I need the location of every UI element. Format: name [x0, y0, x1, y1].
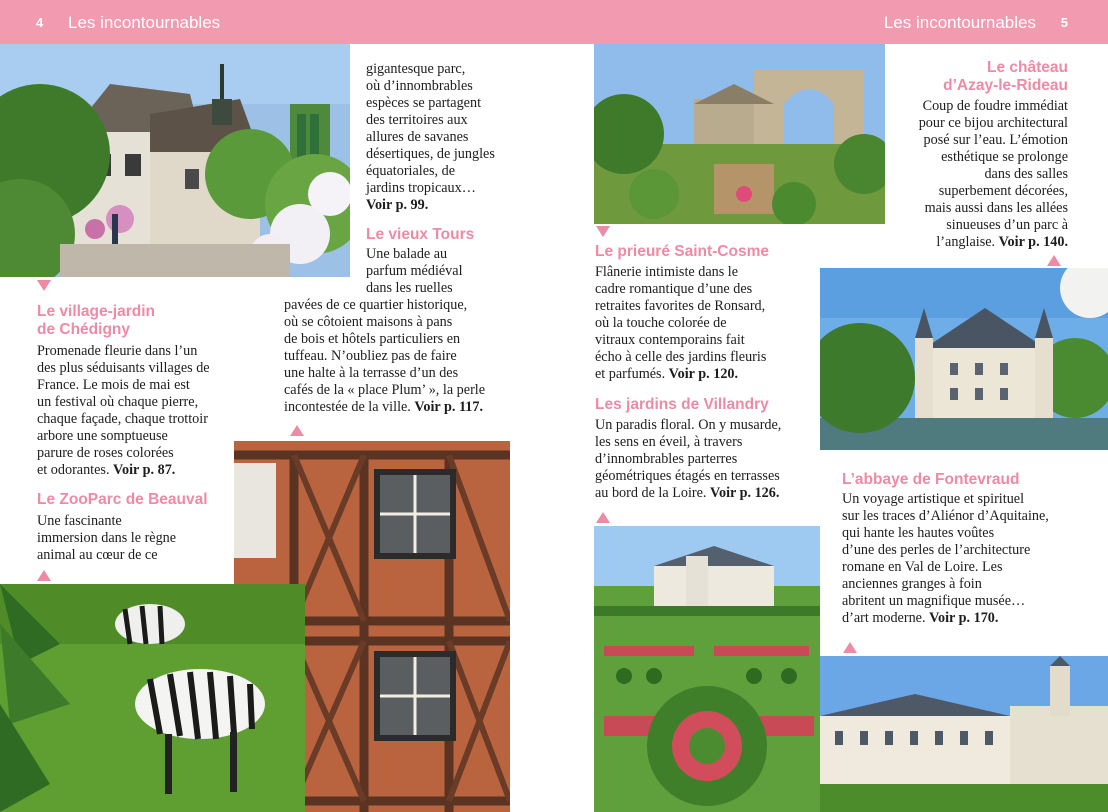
azay-title-line: d’Azay-le-Rideau: [943, 77, 1068, 94]
villandry-body-line: les sens en éveil, à travers: [595, 434, 743, 450]
fontevraud-body-line: Un voyage artistique et spirituel: [842, 491, 1025, 507]
tours-body-part2: [284, 297, 485, 416]
chedigny-body-line: des plus séduisants villages de: [37, 360, 210, 376]
beauval-body-line: espèces se partagent: [366, 95, 482, 111]
villandry-title: Les jardins de Villandry: [595, 396, 769, 413]
beauval-body-part2: [366, 61, 495, 214]
photo-villandry-gardens: [594, 526, 820, 812]
tours-body-line: incontestée de la ville. Voir p. 117.: [284, 399, 484, 415]
tours-body-line: cafés de la « place Plum’ », la perle: [284, 382, 486, 398]
chedigny-body-line: un festival où chaque pierre,: [37, 394, 199, 410]
cosme-body-line: vitraux contemporains fait: [595, 332, 745, 348]
fontevraud-body-line: qui hante les hautes voûtes: [842, 525, 995, 541]
chedigny-body-line: France. Le mois de mai est: [37, 377, 190, 393]
photo-chedigny-village: [0, 44, 350, 277]
villandry-body-line: Un paradis floral. On y musarde,: [595, 417, 782, 433]
photo-fontevraud-abbey: [820, 656, 1108, 812]
marker-triangle-villandry: [596, 512, 610, 523]
marker-triangle-fontevraud: [843, 642, 857, 653]
tours-body-line: parfum médiéval: [366, 263, 463, 279]
azay-title-line: Le château: [987, 59, 1068, 76]
beauval-body-line: équatoriales, de: [366, 163, 456, 179]
beauval-body-line: immersion dans le règne: [37, 530, 177, 546]
chedigny-title-line: de Chédigny: [37, 321, 131, 338]
chedigny-body-line: et odorantes. Voir p. 87.: [37, 462, 176, 478]
tours-page-ref: Voir p. 117.: [414, 399, 484, 415]
beauval-body-line: où d’innombrables: [366, 78, 473, 94]
azay-body-line: l’anglaise. Voir p. 140.: [936, 234, 1068, 250]
fontevraud-body-line: sur les traces d’Aliénor d’Aquitaine,: [842, 508, 1049, 524]
villandry-body: [595, 417, 781, 502]
photo-saint-cosme-priory: [594, 44, 885, 224]
tours-body-line: une halte à la terrasse d’un des: [284, 365, 459, 381]
beauval-page-ref: Voir p. 99.: [366, 197, 429, 213]
cosme-body-line: cadre romantique d’une des: [595, 281, 753, 297]
azay-body-line: posé sur l’eau. L’émotion: [923, 132, 1068, 148]
fontevraud-body-line: abritent un magnifique musée…: [842, 593, 1026, 609]
azay-body-line: superbement décorées,: [938, 183, 1068, 199]
fontevraud-body-line: anciennes granges à foin: [842, 576, 982, 592]
villandry-page-ref: Voir p. 126.: [710, 485, 780, 501]
left-running-title: Les incontournables: [68, 13, 221, 32]
azay-body-line: esthétique se prolonge: [941, 149, 1068, 165]
azay-page-ref: Voir p. 140.: [998, 234, 1068, 250]
chedigny-body-line: Promenade fleurie dans l’un: [37, 343, 198, 359]
beauval-body-line: désertiques, de jungles: [366, 146, 495, 162]
cosme-body-line: écho à celle des jardins fleuris: [595, 349, 767, 365]
fontevraud-body-line: d’une des perles de l’architecture: [842, 542, 1031, 558]
beauval-body-line: des territoires aux: [366, 112, 468, 128]
tours-body-line: dans les ruelles: [366, 280, 453, 296]
azay-body: [919, 98, 1068, 251]
photo-beauval-zebras: [0, 584, 305, 812]
villandry-body-line: géométriques étagés en terrasses: [595, 468, 780, 484]
fontevraud-body-line: romane en Val de Loire. Les: [842, 559, 1003, 575]
cosme-body-line: Flânerie intimiste dans le: [595, 264, 739, 280]
tours-body-line: où se côtoient maisons à pans: [284, 314, 453, 330]
villandry-body-line: d’innombrables parterres: [595, 451, 738, 467]
beauval-body-line: jardins tropicaux…: [366, 180, 476, 196]
cosme-body-line: où la touche colorée de: [595, 315, 727, 331]
fontevraud-title: L’abbaye de Fontevraud: [842, 471, 1020, 488]
marker-triangle-beauval: [37, 570, 51, 581]
beauval-body-line: Une fascinante: [37, 513, 122, 529]
azay-body-line: mais aussi dans les allées: [924, 200, 1068, 216]
photo-azay-le-rideau-chateau: [820, 268, 1108, 450]
chedigny-body-line: chaque façade, chaque trottoir: [37, 411, 208, 427]
beauval-body-part1: [37, 513, 176, 564]
chedigny-page-ref: Voir p. 87.: [113, 462, 176, 478]
tours-body-part1: [366, 246, 463, 297]
right-page-number: 5: [1060, 15, 1068, 30]
azay-body-line: dans des salles: [984, 166, 1068, 182]
cosme-page-ref: Voir p. 120.: [668, 366, 739, 382]
marker-triangle-tours: [290, 425, 304, 436]
beauval-title: Le ZooParc de Beauval: [37, 491, 208, 508]
fontevraud-page-ref: Voir p. 170.: [929, 610, 999, 626]
chedigny-body-line: arbore une somptueuse: [37, 428, 168, 444]
tours-body-line: Une balade au: [366, 246, 448, 262]
cosme-title: Le prieuré Saint-Cosme: [595, 243, 769, 260]
chedigny-title: [37, 303, 155, 339]
azay-body-line: pour ce bijou architectural: [918, 115, 1068, 131]
beauval-body-line: animal au cœur de ce: [37, 547, 158, 563]
left-page-number: 4: [36, 15, 44, 30]
beauval-body-line: allures de savanes: [366, 129, 469, 145]
chedigny-title-line: Le village-jardin: [37, 303, 156, 320]
chedigny-body-line: parure de roses colorées: [37, 445, 174, 461]
tours-body-line: de bois et hôtels particuliers en: [284, 331, 461, 347]
azay-body-line: Coup de foudre immédiat: [922, 98, 1068, 114]
fontevraud-body: [842, 491, 1049, 627]
azay-body-line: sinueuses d’un parc à: [946, 217, 1068, 233]
beauval-body-line: gigantesque parc,: [366, 61, 466, 77]
marker-triangle-cosme: [596, 226, 610, 237]
tours-body-line: pavées de ce quartier historique,: [284, 297, 468, 313]
azay-title: [943, 59, 1068, 95]
tours-body-line: tuffeau. N’oubliez pas de faire: [284, 348, 457, 364]
chedigny-body: [37, 343, 210, 479]
marker-triangle-chedigny: [37, 280, 51, 291]
right-running-title: Les incontournables: [883, 13, 1036, 32]
cosme-body-line: et parfumés. Voir p. 120.: [595, 366, 739, 382]
villandry-body-line: au bord de la Loire. Voir p. 126.: [595, 485, 780, 501]
marker-triangle-azay: [1047, 255, 1061, 266]
cosme-body-line: retraites favorites de Ronsard,: [595, 298, 766, 314]
tours-title: Le vieux Tours: [366, 226, 475, 243]
cosme-body: [595, 264, 766, 383]
fontevraud-body-line: d’art moderne. Voir p. 170.: [842, 610, 999, 626]
